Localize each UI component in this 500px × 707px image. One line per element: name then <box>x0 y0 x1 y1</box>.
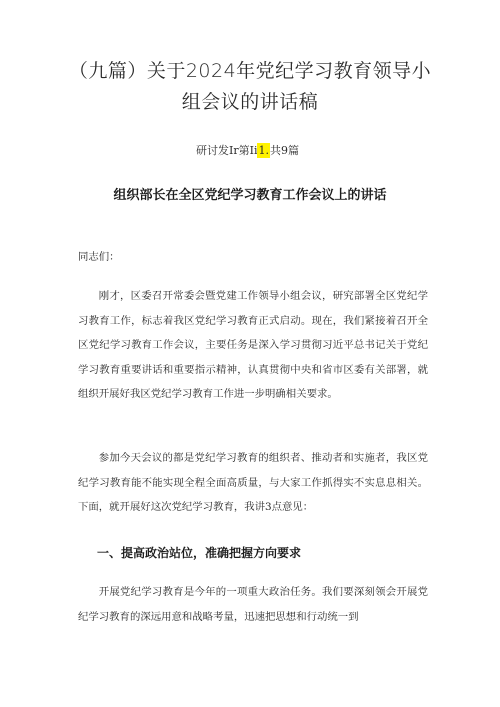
document-title: （九篇）关于2024年党纪学习教育领导小组会议的讲话稿 <box>68 60 432 113</box>
document-subtitle <box>196 143 299 159</box>
body-paragraph-3: 开展党纪学习教育是今年的一项重大政治任务。我们要深刻领会开展党纪学习教育的深远用意和战略考量，迅速把思想和行动统一到 <box>78 586 428 623</box>
section-heading-1: 一、提高政治站位，准确把握方向要求 <box>97 546 302 560</box>
body-paragraph-2: 参加今天会议的都是党纪学习教育的组织者、推动者和实施者，我区党纪学习教育能不能实现全程全面高质量，与大家工作抓得实不实息息相关。下面，就开展好这次党纪学习教育，我讲3点意见： <box>78 452 428 513</box>
body-paragraph-1: 刚才，区委召开常委会暨党建工作领导小组会议，研究部署全区党纪学习教育工作，标志着我区党纪学习教育正式启动。现在，我们紧接着召开全区党纪学习教育工作会议，主要任务是深入学习贯彻习近平总书记关于党纪学习教育重要讲话和重要指示精神，认真贯彻中央和省市区委有关部署，就组织开展好我区党纪学习教育工作进一步明确相关要求。 <box>78 290 428 400</box>
speech-title: 组织部长在全区党纪学习教育工作会议上的讲话 <box>113 188 387 203</box>
subtitle-prefix: 研讨发Ir第Ii <box>196 144 258 157</box>
salutation: 同志们： <box>78 251 120 263</box>
subtitle-suffix: 共9篇 <box>269 144 299 157</box>
subtitle-highlight: 1. <box>258 144 269 157</box>
